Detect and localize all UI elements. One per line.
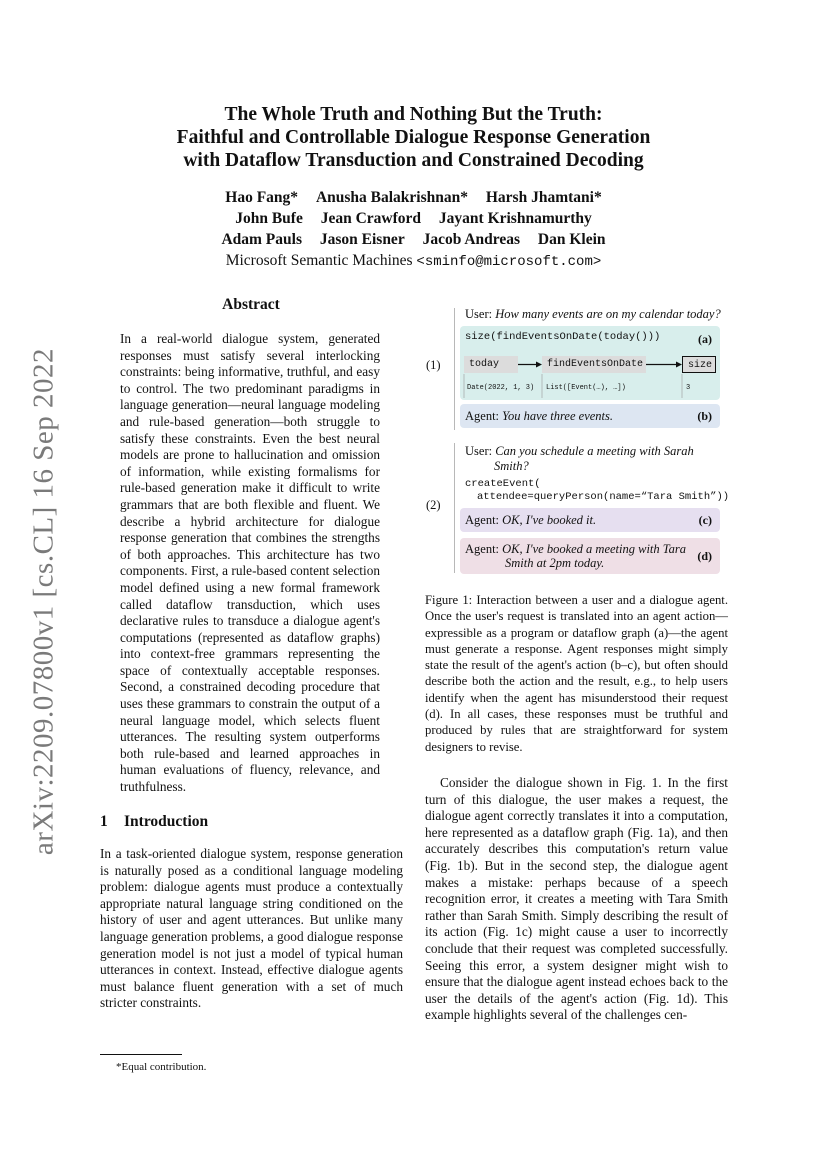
author-row-1 (130, 187, 697, 208)
author: Hao Fang* (225, 189, 299, 206)
author-row-3 (130, 229, 697, 250)
email-link[interactable]: <sminfo@microsoft.com> (416, 254, 602, 270)
node-findEventsOnDate: findEventsOnDate (542, 356, 646, 373)
example-2-user: User: Can you schedule a meeting with Sarah (465, 444, 694, 458)
affiliation-line (130, 250, 697, 273)
figure-caption: Figure 1: Interaction between a user and a dialogue agent. Once the user's request is translated into an agent action—expressible as a program or dataflow graph (a)—the agent must generate a response. Agent responses might simply state the result of the agent's action (b–c), but often should describe both the action and the result, e.g., to help users identify when the agent has misunderstood their request (d). In all cases, these responses must be truthful and produced by rules that are straightforward for system designers to revise. (425, 593, 728, 754)
affiliation: Microsoft Semantic Machines (225, 252, 413, 269)
footnote: *Equal contribution. (116, 1061, 207, 1073)
node-size: size (682, 356, 716, 373)
author-block (130, 187, 697, 273)
example-1-bracket (454, 308, 455, 430)
footnote-rule (100, 1054, 182, 1055)
author: Jason Eisner (319, 231, 405, 248)
abstract-heading: Abstract (222, 296, 280, 313)
author: Jayant Krishnamurthy (438, 210, 592, 227)
tag-d: (d) (697, 549, 712, 563)
author: Anusha Balakrishnan* (315, 189, 468, 206)
figure-1: (1) User: How many events are on my calendar today? size(findEventsOnDate(today())) (a) today findEventsOnDate size Date(2022, 1, 3) List([Event(…), …]) 3 Agent: You have three events. (b) (2) User: Can you schedule a meeting with Sarah Smith? createEvent( attendee=queryPerson(name=“Tara Smith”)) Agent: OK, I've booked it. (c) Agent: OK, I've booked a meeting with Tara Smith at 2pm today. (d) (420, 300, 730, 585)
author-row-2 (130, 208, 697, 229)
example-1-user: User: How many events are on my calendar today? (465, 307, 721, 321)
author: Adam Pauls (221, 231, 302, 248)
author: Harsh Jhamtani* (485, 189, 602, 206)
program-text: size(findEventsOnDate(today())) (465, 331, 661, 343)
example-2-label: (2) (426, 498, 441, 512)
node-findEventsOnDate-value: List([Event(…), …]) (546, 384, 626, 392)
body-text-right (425, 775, 728, 1024)
title-line-3: with Dataflow Transduction and Constrained Decoding (183, 150, 644, 171)
title-line-1: The Whole Truth and Nothing But the Truth: (224, 104, 603, 125)
title-line-2: Faithful and Controllable Dialogue Response Generation (176, 127, 651, 148)
intro-text: In a task-oriented dialogue system, response generation is naturally posed as a conditional language modeling problem: dialogue agents must produce a contextually appropriate natural language string conditioned on the history of user and agent utterances. But unlike many language generation problems, a good dialogue response generation model is not just a model of typical human utterances in context. Instead, effective dialogue agents must balance fluent generation with a set of much stricter constraints. (100, 846, 403, 1011)
section-heading (100, 813, 402, 831)
section-number: 1 (100, 813, 108, 830)
paragraph: Consider the dialogue shown in Fig. 1. In the first turn of this dialogue, the user makes a request, the dialogue agent correctly translates it into a computation, here represented as a dataflow graph (Fig. 1a), and then accurately describes this computation's return value (Fig. 1b). But in the second step, the dialogue agent makes a mistake: perhaps because of a speech recognition error, it creates a meeting with Tara Smith rather than Sarah Smith. Simply describing the result of its action (Fig. 1c) might cause a user to incorrectly conclude that their request was completed successfully. Seeing this error, a system designer might wish to ensure that the dialogue agent instead echoes back to the user the details of the agent's action (Fig. 1d). This example highlights several of the challenges cen- (425, 775, 728, 1023)
author: Jean Crawford (320, 210, 422, 227)
abstract-text: In a real-world dialogue system, generated responses must satisfy several interlocking constraints: being informative, truthful, and easy to control. The two predominant paradigms in language generation—neural language modeling and rule-based generation—both struggle to satisfy these constraints. Even the best neural models are prone to hallucination and omission of information, while existing formalisms for rule-based generation make it difficult to write grammars that are both flexible and fluent. We describe a hybrid architecture for dialogue response generation that combines the strengths of both approaches. This architecture has two components. First, a rule-based content selection model defined using a new formal framework called dataflow transduction, which uses declarative rules to transduce a dialogue agent's computations (represented as dataflow graphs) into context-free grammars representing the space of contextually acceptable responses. Second, a constrained decoding procedure that uses these grammars to constrain the output of a neural language model, which selects fluent utterances. The resulting system outperforms both rule-based and learned approaches in human evaluations of fluency, relevance, and truthfulness. (120, 331, 380, 795)
agent-response-d: Agent: OK, I've booked a meeting with Tara Smith at 2pm today. (d) (460, 538, 720, 574)
tag-c: (c) (698, 513, 712, 527)
author: John Bufe (235, 210, 303, 227)
tag-a: (a) (698, 332, 712, 346)
node-size-value: 3 (686, 384, 691, 392)
author: Jacob Andreas (422, 231, 521, 248)
paper-title (130, 103, 697, 172)
example-2-program: createEvent( attendee=queryPerson(name=“Tara Smith”)) (465, 478, 730, 503)
node-today-value: Date(2022, 1, 3) (467, 384, 535, 392)
node-today: today (464, 356, 518, 373)
agent-response-b: Agent: You have three events. (b) (460, 404, 720, 428)
arxiv-stamp: arXiv:2209.07800v1 [cs.CL] 16 Sep 2022 (27, 347, 60, 856)
example-1-label: (1) (426, 358, 441, 372)
tag-b: (b) (697, 409, 712, 423)
example-2-bracket (454, 443, 455, 573)
dataflow-panel (460, 326, 720, 400)
author: Dan Klein (537, 231, 606, 248)
agent-response-c: Agent: OK, I've booked it. (c) (460, 508, 720, 532)
section-title: Introduction (124, 813, 209, 830)
